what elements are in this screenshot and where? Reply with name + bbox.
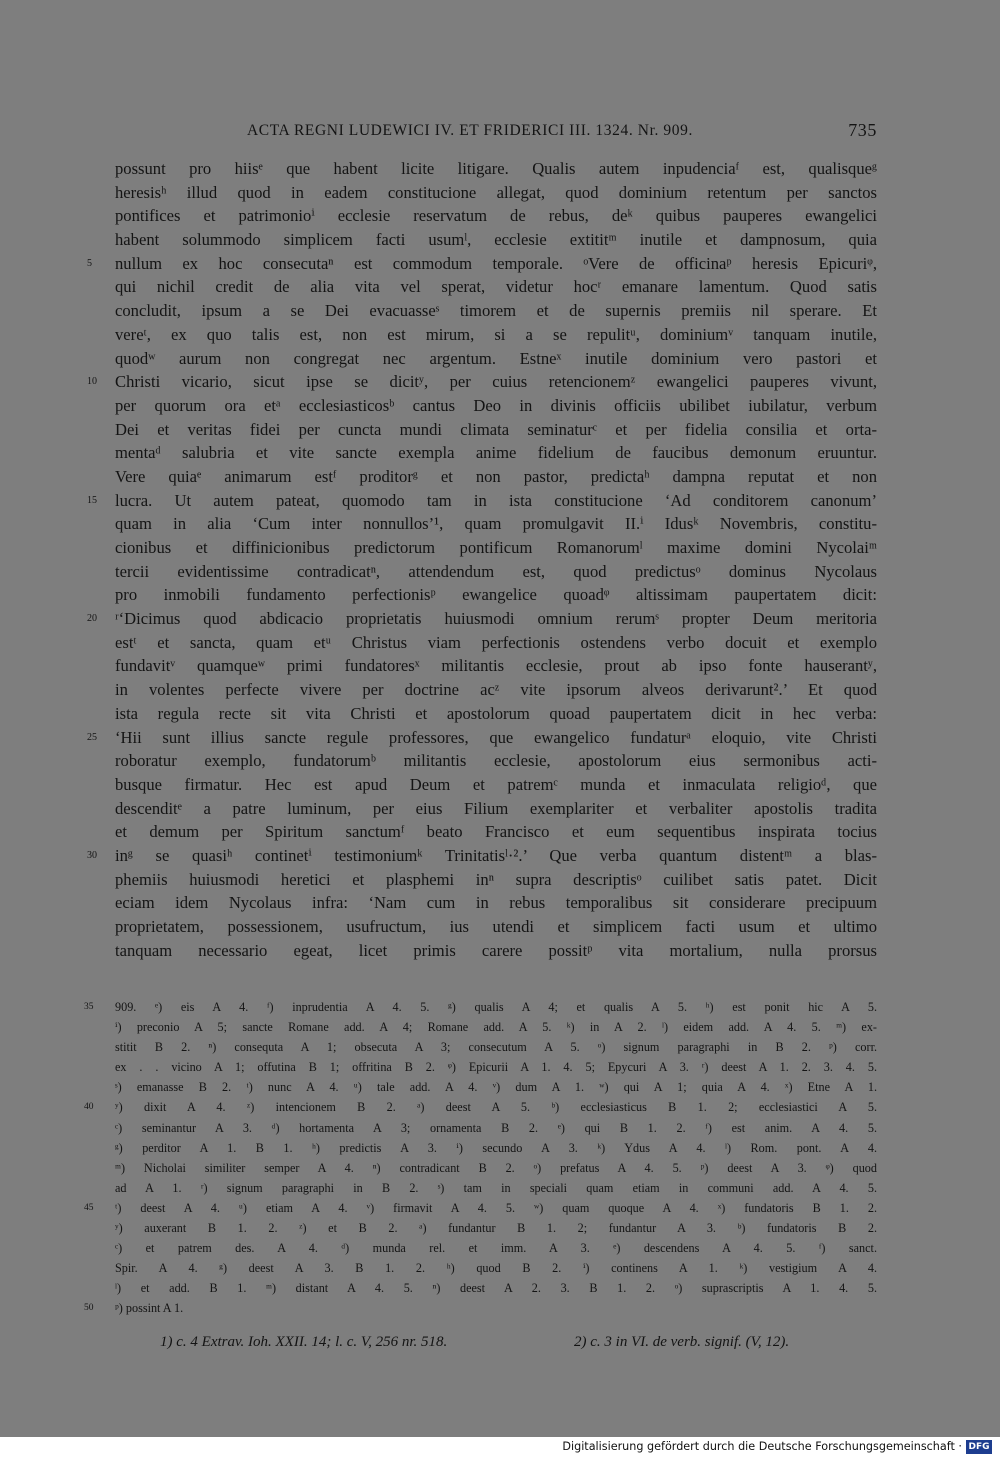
text-line (87, 844, 877, 868)
apparatus-line (84, 1198, 877, 1218)
line-text: pontifices et patrimonioⁱ ecclesie reservatum de rebus, deᵏ quibus pauperes ewangelici (115, 206, 877, 226)
critical-apparatus (84, 997, 877, 1319)
line-text: ᵐ) Nicholai similiter semper A 4. ⁿ) contradicant B 2. ᵒ) prefatus A 4. 5. ᵖ) deest A 3. ᵠ) quod (115, 1160, 877, 1175)
text-line (115, 228, 877, 252)
line-text: ʸ) dixit A 4. ᶻ) intencionem B 2. ᵃ) deest A 5. ᵇ) ecclesiasticus B 1. 2; ecclesiastici A 5. (115, 1100, 877, 1115)
text-line (115, 749, 877, 773)
footnotes (160, 1331, 850, 1357)
line-text: vereᵗ, ex quo talis est, non est mirum, si a se repulitᵘ, dominiumᵛ tanquam inutile, (115, 324, 877, 344)
line-text: ex . . vicino A 1; offutina B 1; offritina B 2. ᵠ) Epicurii A 1. 4. 5; Epycuri A 3. ʳ) deest A 1. 2. 3. 4. 5. (115, 1060, 877, 1075)
text-line (115, 347, 877, 371)
apparatus-line (115, 1017, 877, 1037)
apparatus-line (115, 1077, 877, 1097)
text-line (115, 512, 877, 536)
line-text: stitit B 2. ⁿ) consequta A 1; obsecuta A 3; consecutum A 5. ᵒ) signum paragraphi in B 2. ᵖ) corr. (115, 1040, 877, 1055)
line-number: 15 (87, 494, 97, 506)
text-line (115, 323, 877, 347)
line-text: eciam idem Nycolaus infra: ‘Nam cum in rebus temporalibus sit considerare precipuum (115, 893, 877, 913)
text-line (115, 204, 877, 228)
line-number: 50 (84, 1303, 94, 1314)
apparatus-line (115, 1218, 877, 1238)
text-line (87, 607, 877, 631)
line-number: 25 (87, 731, 97, 743)
text-line (115, 702, 877, 726)
line-text: ˡ) et add. B 1. ᵐ) distant A 4. 5. ⁿ) deest A 2. 3. B 1. 2. ᵒ) suprascriptis A 1. 4. 5. (115, 1281, 877, 1296)
text-line (115, 654, 877, 678)
line-number: 35 (84, 1002, 94, 1012)
line-number: 30 (87, 849, 97, 861)
dfg-logo-icon: DFG (966, 1440, 992, 1454)
text-line (115, 560, 877, 584)
footnote-1: 1) c. 4 Extrav. Ioh. XXII. 14; l. c. V, 256 nr. 518. (160, 1334, 448, 1350)
text-line (115, 275, 877, 299)
line-text: in volentes perfecte vivere per doctrine acᶻ vite ipsorum alveos derivarunt².’ Et quod (115, 680, 877, 700)
line-text: ᵗ) deest A 4. ᵘ) etiam A 4. ᵛ) firmavit A 4. 5. ʷ) quam quoque A 4. ˣ) fundatoris B 1. 2. (115, 1200, 877, 1215)
line-text: cionibus et diffinicionibus predictorum pontificum Romanorumˡ maxime domini Nycolaiᵐ (115, 538, 877, 557)
line-text: ‘Hii sunt illius sancte regule professores, que ewangelico fundaturᵃ eloquio, vite Christi (115, 727, 877, 747)
line-text: tercii evidentissime contradicatⁿ, attendendum est, quod predictusᵒ dominus Nycolaus (115, 561, 877, 581)
text-line (115, 631, 877, 655)
apparatus-line (115, 1138, 877, 1158)
text-line (115, 157, 877, 181)
text-line (87, 726, 877, 750)
line-text: roboratur exemplo, fundatorumᵇ militantis ecclesie, apostolorum eius sermonibus acti- (115, 751, 877, 771)
line-text: concludit, ipsum a se Dei evacuasseˢ timorem et de supernis premiis nil sperare. Et (115, 301, 877, 321)
line-number: 5 (87, 257, 92, 269)
footnote-2: 2) c. 3 in VI. de verb. signif. (V, 12). (574, 1334, 790, 1350)
line-text: heresisʰ illud quod in eadem constitucione allegat, quod dominium retentum per sanctos (115, 182, 877, 202)
text-line (115, 441, 877, 465)
page-header (115, 118, 877, 142)
line-text: Dei et veritas fidei per cuncta mundi climata seminaturᶜ et per fidelia consilia et orta- (115, 419, 877, 439)
line-text: ista regula recte sit vita Christi et apostolorum quoad paupertatem dicit in hec verba: (115, 703, 877, 723)
line-text: ᵖ) possint A 1. (115, 1301, 184, 1316)
line-number: 20 (87, 613, 97, 625)
page-number: 735 (848, 120, 877, 140)
text-line (115, 418, 877, 442)
line-text: Spir. A 4. ᵍ) deest A 3. B 1. 2. ʰ) quod B 2. ⁱ) continens A 1. ᵏ) vestigium A 4. (115, 1261, 877, 1276)
line-text: Christi vicario, sicut ipse se dicitʸ, per cuius retencionemᶻ ewangelici pauperes vivunt, (115, 372, 877, 392)
line-text: ᶜ) seminantur A 3. ᵈ) hortamenta A 3; ornamenta B 2. ᵉ) qui B 1. 2. ᶠ) est anim. A 4. 5. (115, 1120, 877, 1135)
line-text: mentaᵈ salubria et vite sancte exempla anime fidelium de faucibus demonum eruuntur. (115, 443, 877, 463)
line-text: lucra. Ut autem pateat, quomodo tam in ista constitucione ‘Ad conditorem canonum’ (115, 490, 877, 510)
line-text: pro inmobili fundamento perfectionisᵖ ewangelice quoadᵠ altissimam paupertatem dicit: (115, 585, 877, 605)
text-line (87, 370, 877, 394)
line-text: ᶜ) et patrem des. A 4. ᵈ) munda rel. et imm. A 3. ᵉ) descendens A 4. 5. ᶠ) sanct. (115, 1241, 877, 1256)
line-text: tanquam necessario egeat, licet primis carere possitᵖ vita mortalium, nulla prorsus (115, 940, 877, 960)
line-text: descenditᵉ a patre luminum, per eius Filium exemplariter et verbaliter apostolis tradita (115, 798, 877, 818)
text-line (115, 583, 877, 607)
line-text: ⁱ) preconio A 5; sancte Romane add. A 4; Romane add. A 5. ᵏ) in A 2. ˡ) eidem add. A 4. 5. ᵐ) ex- (115, 1020, 877, 1035)
line-text: possunt pro hiisᵉ que habent licite litigare. Qualis autem inpudenciaᶠ est, qualisqueᵍ (115, 159, 877, 178)
line-text: nullum ex hoc consecutaⁿ est commodum temporale. ᵒVere de officinaᵖ heresis Epicuriᵠ, (115, 253, 877, 273)
apparatus-line (115, 1037, 877, 1057)
text-line (115, 939, 877, 963)
line-text: busque firmatur. Hec est apud Deum et patremᶜ munda et inmaculata religioᵈ, que (115, 774, 877, 794)
line-text: per quorum ora etᵃ ecclesiasticosᵇ cantus Deo in divinis officiis ubilibet iubilatur, verbum (115, 395, 877, 415)
line-text: 909. ᵉ) eis A 4. ᶠ) inprudentia A 4. 5. ᵍ) qualis A 4; et qualis A 5. ʰ) est ponit hic A 5. (115, 1000, 877, 1014)
text-line (115, 915, 877, 939)
main-text (87, 157, 877, 962)
text-line (87, 252, 877, 276)
apparatus-line (115, 1158, 877, 1178)
apparatus-line (115, 1258, 877, 1278)
apparatus-line (115, 1118, 877, 1138)
line-text: quam in alia ‘Cum inter nonnullos’¹, quam promulgavit II.ⁱ Idusᵏ Novembris, constitu- (115, 514, 877, 534)
line-text: inᵍ se quasiʰ continetⁱ testimoniumᵏ Trinitatisˡ·².’ Que verba quantum distentᵐ a blas- (115, 845, 877, 865)
line-text: fundavitᵛ quamqueʷ primi fundatoresˣ militantis ecclesie, prout ab ipso fonte hauserantʸ, (115, 656, 877, 676)
text-line (87, 489, 877, 513)
apparatus-line (115, 1238, 877, 1258)
line-number: 10 (87, 376, 97, 388)
funding-credit: Digitalisierung gefördert durch die Deutsche Forschungsgemeinschaft · (562, 1440, 962, 1453)
line-text: ʳ‘Dicimus quod abdicacio proprietatis huiusmodi omnium rerumˢ propter Deum meritoria (115, 609, 877, 629)
line-text: estᵗ et sancta, quam etᵘ Christus viam perfectionis ostendens verbo docuit et exemplo (115, 632, 877, 652)
text-line (115, 797, 877, 821)
text-line (115, 465, 877, 489)
line-text: habent solummodo simplicem facti usumˡ, ecclesie extititᵐ inutile et dampnosum, quia (115, 230, 877, 250)
digitization-footer (0, 1437, 1000, 1459)
text-line (115, 394, 877, 418)
line-text: proprietatem, possessionem, usufructum, ius utendi et simplicem facti usum et ultimo (115, 917, 877, 936)
text-line (115, 773, 877, 797)
text-line (115, 868, 877, 892)
apparatus-line (84, 1298, 877, 1318)
text-line (115, 891, 877, 915)
line-text: ʸ) auxerant B 1. 2. ᶻ) et B 2. ᵃ) fundantur B 1. 2; fundantur A 3. ᵇ) fundatoris B 2. (115, 1221, 877, 1236)
line-number: 45 (84, 1202, 94, 1213)
apparatus-line (84, 1097, 877, 1117)
text-line (115, 181, 877, 205)
text-line (115, 299, 877, 323)
line-text: ˢ) emanasse B 2. ᵗ) nunc A 4. ᵘ) tale add. A 4. ᵛ) dum A 1. ʷ) qui A 1; quia A 4. ˣ) Etne A 1. (115, 1080, 877, 1095)
line-number: 40 (84, 1102, 94, 1113)
line-text: ad A 1. ʳ) signum paragraphi in B 2. ˢ) tam in speciali quam etiam in communi add. A 4. 5. (115, 1180, 877, 1195)
line-text: qui nichil credit de alia vita vel sperat, videtur hocʳ emanare lamentum. Quod satis (115, 277, 877, 297)
line-text: ᵍ) perditor A 1. B 1. ʰ) predictis A 3. ⁱ) secundo A 3. ᵏ) Ydus A 4. ˡ) Rom. pont. A 4. (115, 1140, 877, 1155)
apparatus-line (115, 1178, 877, 1198)
apparatus-line (84, 997, 877, 1017)
text-line (115, 678, 877, 702)
text-line (115, 536, 877, 560)
line-text: Vere quiaᵉ animarum estᶠ proditorᵍ et non pastor, predictaʰ dampna reputat et non (115, 466, 877, 486)
text-line (115, 820, 877, 844)
apparatus-line (115, 1057, 877, 1077)
line-text: quodʷ aurum non congregat nec argentum. Estneˣ inutile dominium vero pastori et (115, 348, 877, 368)
line-text: et demum per Spiritum sanctumᶠ beato Francisco et eum sequentibus inspirata tocius (115, 822, 877, 842)
apparatus-line (115, 1278, 877, 1298)
running-title: ACTA REGNI LUDEWICI IV. ET FRIDERICI III. 1324. Nr. 909. (247, 122, 693, 139)
line-text: phemiis huiusmodi heretici et plasphemi inⁿ supra descriptisᵒ cuilibet satis patet. Dicit (115, 869, 877, 889)
